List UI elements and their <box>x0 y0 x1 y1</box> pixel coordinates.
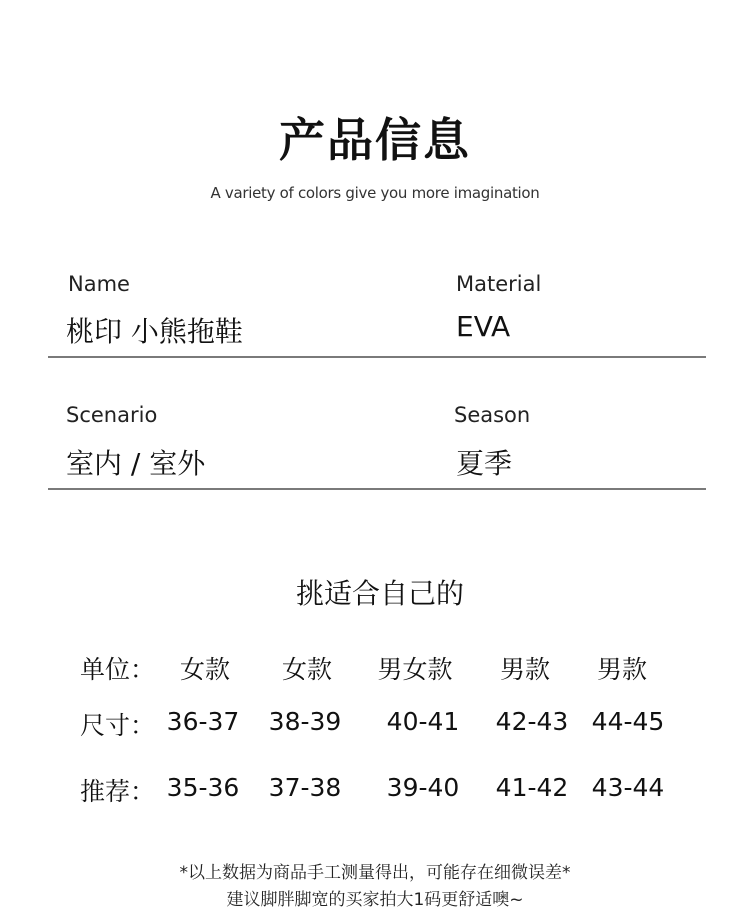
size-cell: 44-45 <box>591 707 665 736</box>
size-cell: 40-41 <box>386 707 460 736</box>
recommend-cell: 41-42 <box>495 773 569 802</box>
size-cell: 42-43 <box>495 707 569 736</box>
size-cell: 38-39 <box>268 707 342 736</box>
scenario-label: Scenario <box>66 403 158 427</box>
recommend-cell: 39-40 <box>386 773 460 802</box>
recommend-cell: 35-36 <box>166 773 240 802</box>
size-table-heading: 挑适合自己的 <box>295 577 464 610</box>
name-label: Name <box>68 272 130 296</box>
season-label: Season <box>454 403 531 427</box>
divider <box>48 488 706 490</box>
page-title: 产品信息 <box>279 113 471 167</box>
unit-cell: 男款 <box>596 655 647 684</box>
unit-cell: 男款 <box>499 655 550 684</box>
page-subtitle: A variety of colors give you more imagination <box>210 184 540 202</box>
sizing-advice: 建议脚胖脚宽的买家拍大1码更舒适噢~ <box>226 890 524 910</box>
material-label: Material <box>456 272 542 296</box>
scenario-value: 室内 / 室外 <box>66 447 206 480</box>
unit-cell: 女款 <box>179 655 230 684</box>
measurement-note: *以上数据为商品手工测量得出，可能存在细微误差* <box>179 863 571 883</box>
name-value: 桃印 小熊拖鞋 <box>66 315 243 348</box>
recommend-cell: 37-38 <box>268 773 342 802</box>
size-cell: 36-37 <box>166 707 240 736</box>
unit-cell: 女款 <box>281 655 332 684</box>
unit-row-label: 单位： <box>80 655 156 684</box>
material-value: EVA <box>456 310 511 343</box>
divider <box>48 356 706 358</box>
recommend-cell: 43-44 <box>591 773 665 802</box>
size-row-label: 尺寸： <box>80 711 156 740</box>
season-value: 夏季 <box>456 447 513 480</box>
unit-cell: 男女款 <box>377 655 453 684</box>
recommend-row-label: 推荐： <box>80 777 156 806</box>
